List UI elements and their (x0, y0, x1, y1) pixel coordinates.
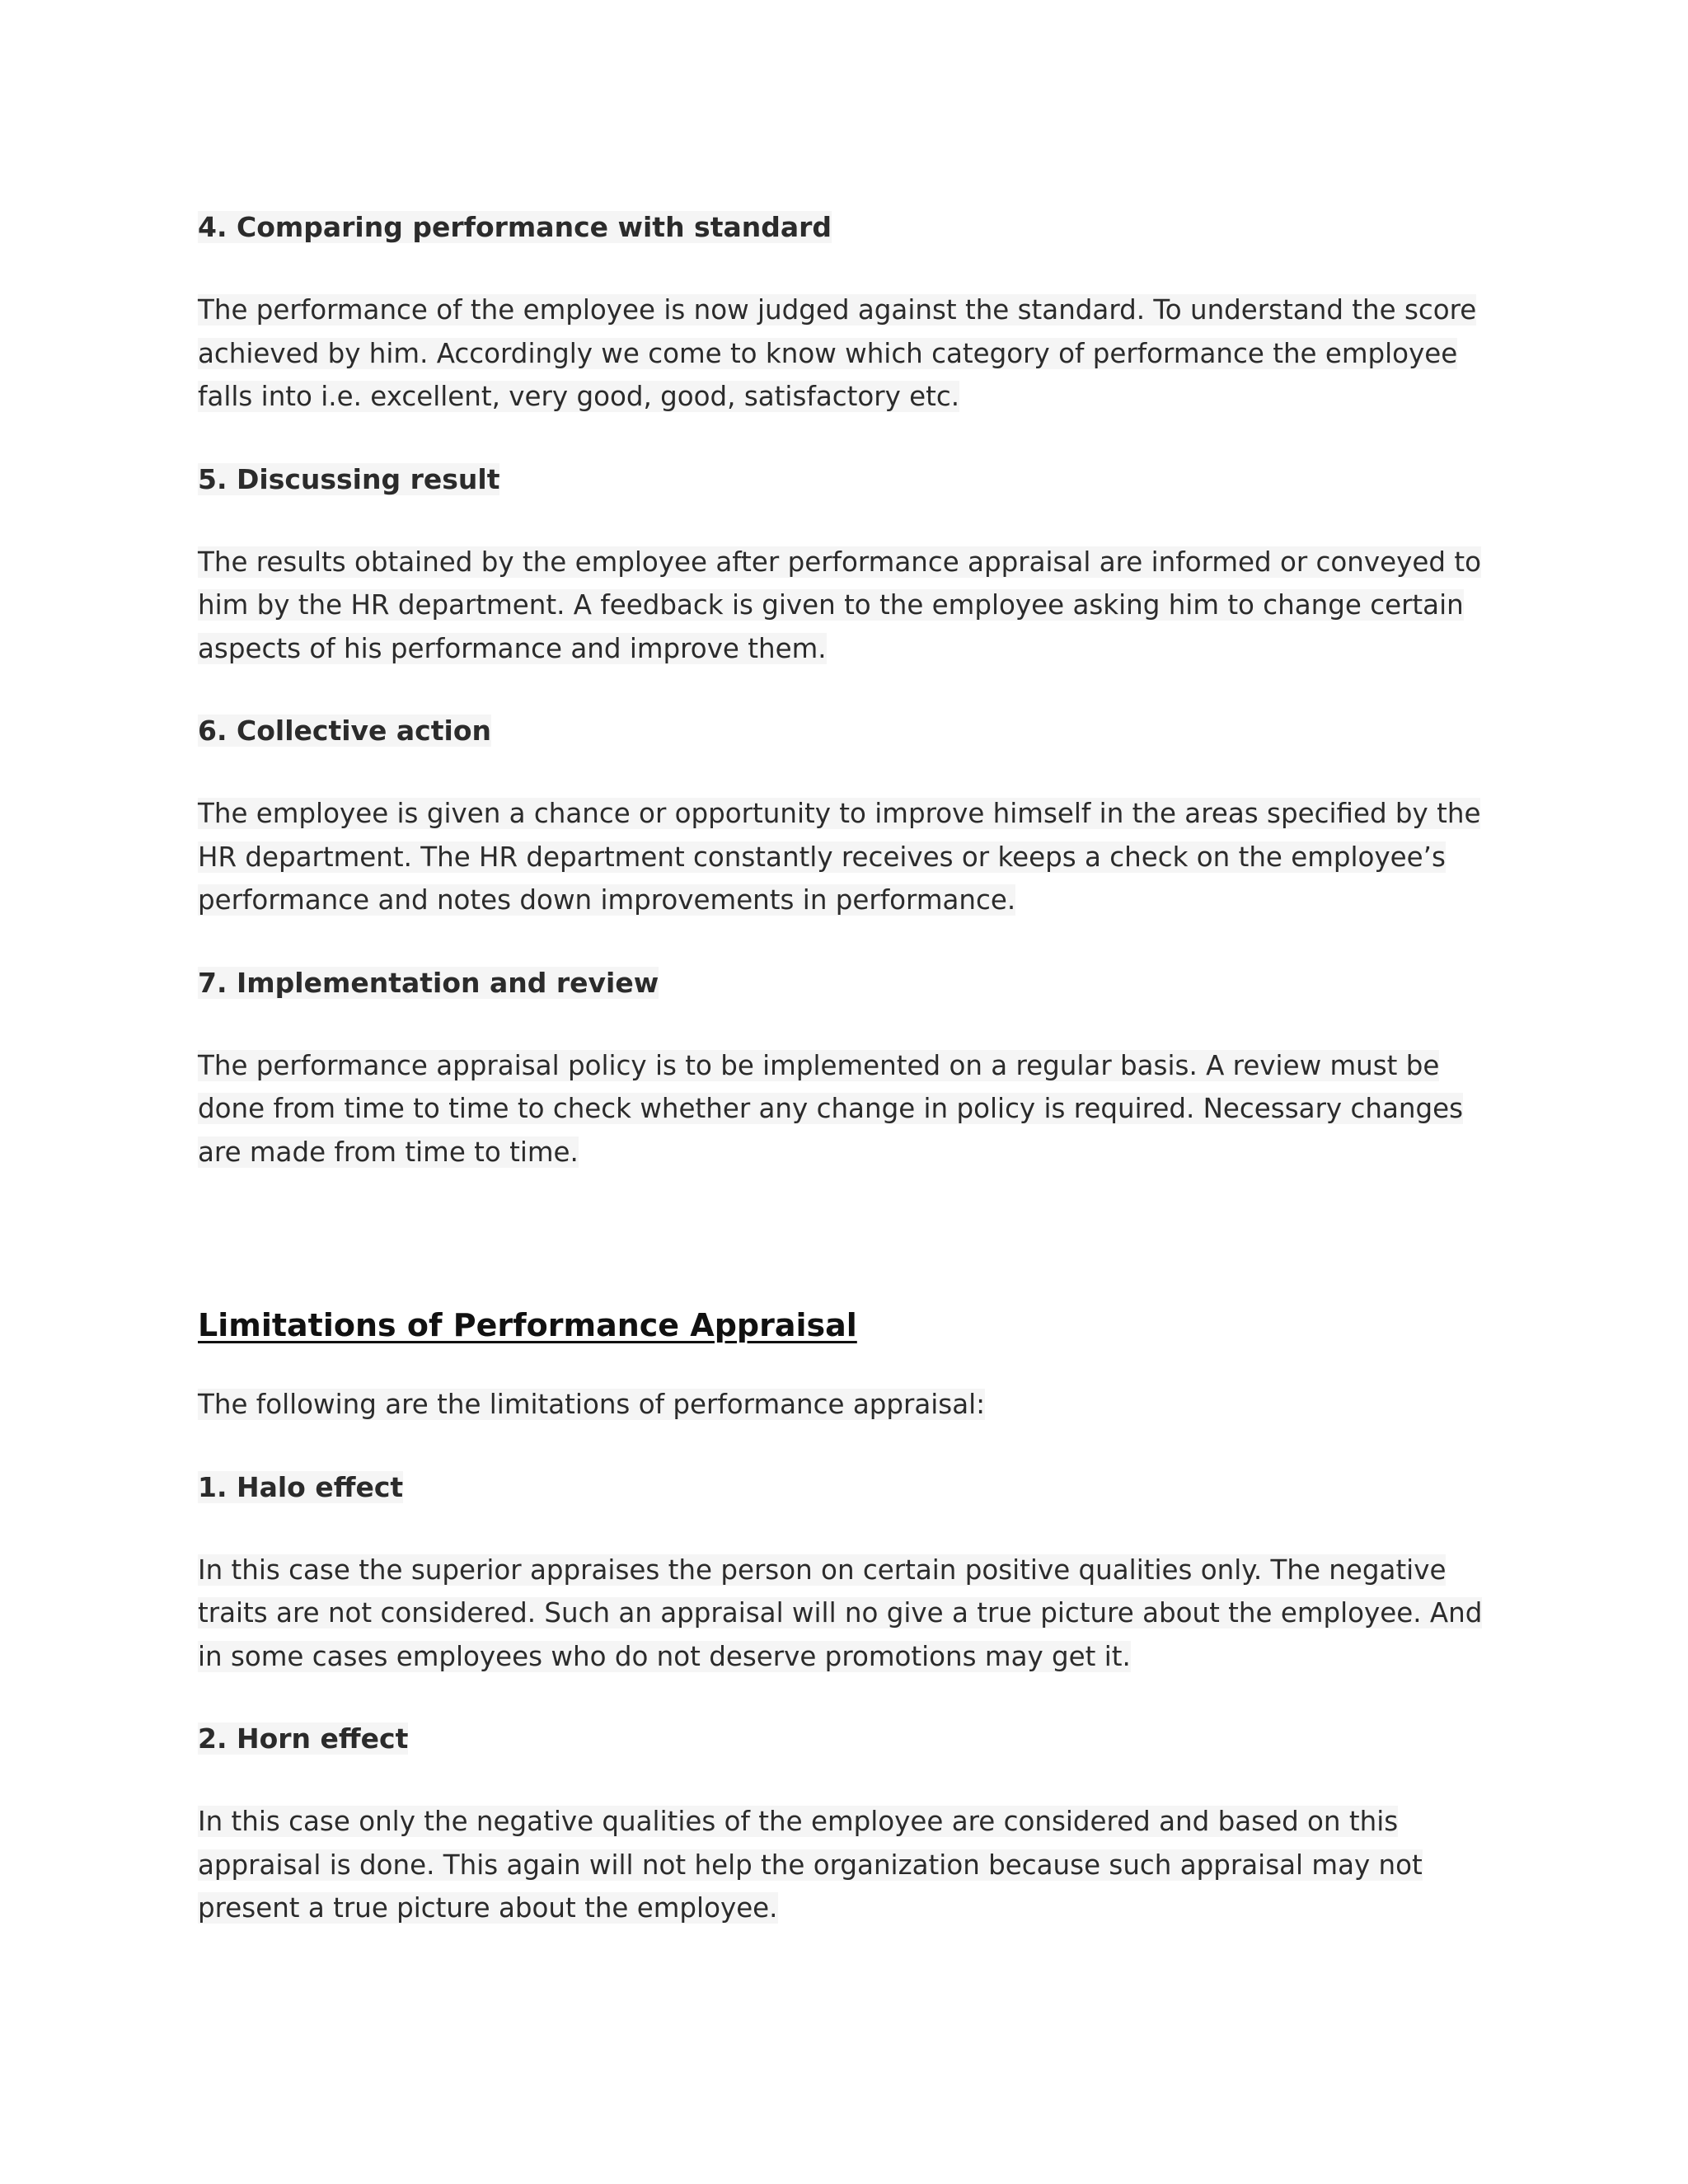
step-section (198, 458, 1500, 671)
limitations-section (198, 1302, 1500, 1930)
step-paragraph (198, 541, 1500, 671)
step-paragraph (198, 288, 1500, 419)
step-paragraph-text: The performance of the employee is now judged against the standard. To understand the score achieved by him. Accordingly we come to know which category of performance the employee falls into i.e. excellent, very good, good, satisfactory etc. (198, 294, 1477, 412)
limitation-paragraph-text: In this case only the negative qualities of the employee are considered and based on this appraisal is done. This again will not help the organization because such appraisal may not present a true picture about the employee. (198, 1806, 1423, 1924)
step-heading-text: 5. Discussing result (198, 462, 500, 495)
step-paragraph (198, 792, 1500, 922)
limitation-paragraph (198, 1549, 1500, 1679)
step-paragraph-text: The results obtained by the employee after performance appraisal are informed or conveyed to him by the HR department. A feedback is given to the employee asking him to change certain aspects of his performance and improve them. (198, 546, 1481, 664)
limitation-heading-text: 1. Halo effect (198, 1470, 404, 1503)
step-heading (198, 458, 1500, 501)
limitation-heading-text: 2. Horn effect (198, 1722, 409, 1755)
limitation-paragraph (198, 1800, 1500, 1930)
section-spacer (198, 1213, 1500, 1302)
intro-paragraph-text: The following are the limitations of performance appraisal: (198, 1389, 986, 1420)
step-paragraph-text: The employee is given a chance or opportunity to improve himself in the areas specified by the HR department. The HR department constantly receives or keeps a check on the employee’s performance and notes down improvements in performance. (198, 798, 1481, 916)
step-heading (198, 962, 1500, 1005)
limitation-heading (198, 1718, 1500, 1760)
section-title: Limitations of Performance Appraisal (198, 1307, 857, 1343)
step-heading (198, 206, 1500, 249)
limitation-paragraph-text: In this case the superior appraises the person on certain positive qualities only. The negative traits are not considered. Such an appraisal will no give a true picture about the employee. And in some cases employees who do not deserve promotions may get it. (198, 1554, 1483, 1672)
document-page (198, 206, 1500, 1970)
limitation-item (198, 1718, 1500, 1930)
step-section (198, 710, 1500, 922)
step-heading-text: 7. Implementation and review (198, 966, 659, 999)
step-section (198, 962, 1500, 1174)
step-heading-text: 6. Collective action (198, 715, 491, 747)
step-heading (198, 710, 1500, 752)
limitation-heading (198, 1466, 1500, 1509)
intro-paragraph (198, 1383, 1500, 1427)
step-paragraph-text: The performance appraisal policy is to be implemented on a regular basis. A review must be done from time to time to check whether any change in policy is required. Necessary changes are made from time to time. (198, 1049, 1464, 1168)
step-paragraph (198, 1044, 1500, 1174)
step-section (198, 206, 1500, 419)
limitation-item (198, 1466, 1500, 1679)
step-heading-text: 4. Comparing performance with standard (198, 211, 832, 243)
